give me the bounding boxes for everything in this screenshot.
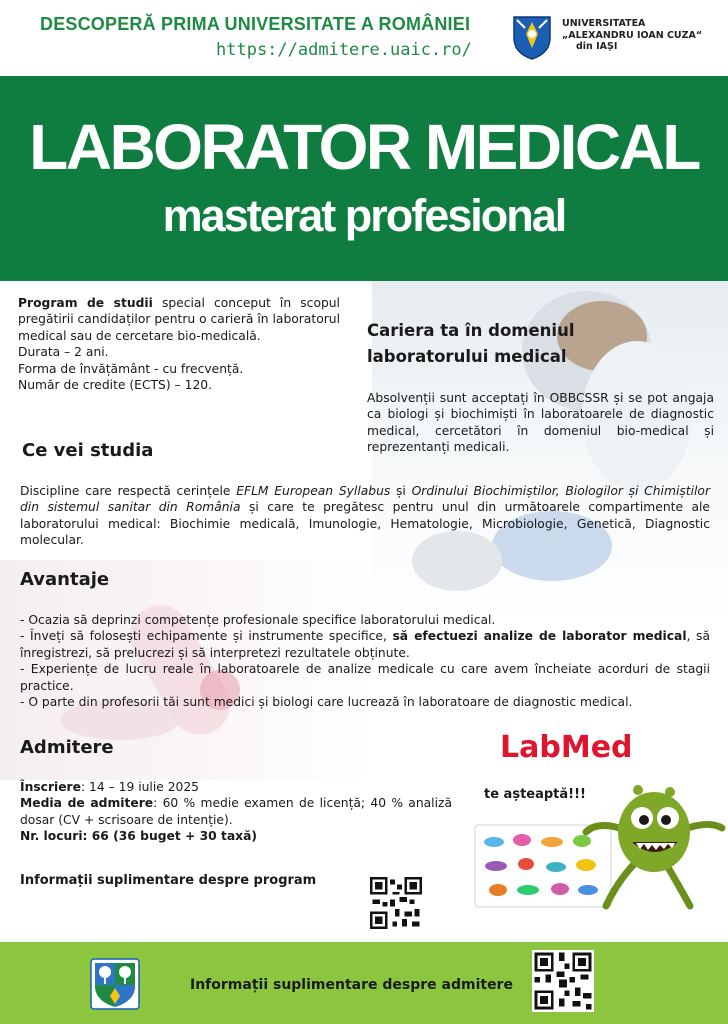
- qr-code-icon[interactable]: [370, 877, 422, 929]
- career-heading-line-2: laboratorului medical: [367, 347, 567, 366]
- program-description: [18, 295, 340, 393]
- study-text-order: Ordinului Biochimiștilor, Biologilor și Chimiștilor din sistemul sanitar din România: [20, 484, 710, 515]
- green-microbe-mascot-icon: [578, 780, 728, 910]
- uaic-crest-icon: [511, 14, 553, 60]
- admission-url-link[interactable]: https://admitere.uaic.ro/: [216, 40, 472, 60]
- program-form: Forma de învățământ - cu frecvență.: [18, 361, 244, 376]
- advantages-heading: Avantaje: [20, 569, 110, 590]
- program-credits: Număr de credite (ECTS) – 120.: [18, 378, 212, 393]
- study-text-eflm: EFLM European Syllabus: [236, 484, 391, 498]
- program-duration: Durata – 2 ani.: [18, 345, 109, 360]
- page-title: LABORATOR MEDICAL: [29, 111, 699, 183]
- university-name-line-1: UNIVERSITATEA: [562, 18, 646, 29]
- study-text-rest: și care te pregătesc pentru unul din următoarele compartimente ale laboratorului medical: Biochimie medicală, Imunologie, Hematologie, Microbiologie, Genetică, Diagnostic molecular.: [20, 500, 710, 548]
- advantage-item-2: [20, 628, 710, 661]
- study-text-1: Discipline care respectă cerințele: [20, 484, 237, 498]
- career-text: Absolvenții sunt acceptați în OBBCSSR și se pot angaja ca biologi și biochimiști în laboratoarele de diagnostic medical, cercetători în domeniul bio-medical și reprezentanți medicali.: [367, 391, 714, 455]
- admission-enrollment-dates: : 14 – 19 iulie 2025: [80, 780, 200, 794]
- university-name-line-2: „ALEXANDRU IOAN CUZA“: [562, 29, 703, 41]
- labmed-title: LabMed: [500, 730, 633, 765]
- admission-heading: Admitere: [20, 737, 114, 758]
- program-intro: [18, 295, 340, 344]
- study-text-and: și: [390, 484, 412, 498]
- university-name: [562, 18, 702, 53]
- admission-average-label: Media de admitere: [20, 796, 154, 811]
- admission-places: Nr. locuri: 66 (36 buget + 30 taxă): [20, 829, 258, 844]
- admission-enrollment: [20, 779, 452, 795]
- program-intro-bold: Program de studii: [18, 296, 153, 310]
- admission-enrollment-label: Înscriere: [20, 780, 81, 794]
- university-name-line-3: din IAȘI: [576, 41, 618, 52]
- page-subtitle: masterat profesional: [162, 190, 566, 241]
- advantage-item-2-start: - Înveți să folosești echipamente și instrumente specifice,: [20, 629, 393, 644]
- slogan: DESCOPERĂ PRIMA UNIVERSITATE A ROMÂNIEI: [40, 14, 471, 34]
- study-text: [20, 483, 710, 549]
- labmed-tagline: te așteaptă!!!: [484, 787, 586, 802]
- admission-info-label: Informații suplimentare despre admitere: [190, 977, 513, 993]
- advantage-item-2-bold: să efectuezi analize de laborator medical: [392, 629, 687, 644]
- admission-details: [20, 779, 452, 845]
- uaic-tree-crest-icon: [90, 958, 140, 1010]
- advantage-item-4: - O parte din profesorii tăi sunt medici și biologi care lucrează în laboratoare de diagnostic medical.: [20, 695, 633, 710]
- admission-average: [20, 795, 452, 828]
- advantage-item-3: - Experiențe de lucru reale în laboratoarele de analize medicale cu care avem încheiate acorduri de stagii practice.: [20, 662, 710, 693]
- advantage-item-2-end: , să înregistrezi, să prelucrezi și să interpretezi rezultatele obținute.: [20, 629, 710, 660]
- program-info-label: Informații suplimentare despre program: [20, 873, 317, 888]
- qr-code-icon[interactable]: [532, 950, 594, 1012]
- career-heading-line-1: Cariera ta în domeniul: [367, 321, 575, 340]
- advantage-item-1: - Ocazia să deprinzi competențe profesionale specifice laboratorului medical.: [20, 613, 496, 627]
- program-intro-text: special conceput în scopul pregătirii candidaților pentru o carieră în laboratorul medical sau de cercetare bio-medicală.: [18, 296, 340, 343]
- admission-average-value: : 60 % medie examen de licență; 40 % analiză dosar (CV + scrisoare de intenție).: [20, 796, 452, 827]
- advantages-list: [20, 612, 710, 710]
- study-heading: Ce vei studia: [22, 440, 154, 461]
- career-heading: [367, 318, 575, 370]
